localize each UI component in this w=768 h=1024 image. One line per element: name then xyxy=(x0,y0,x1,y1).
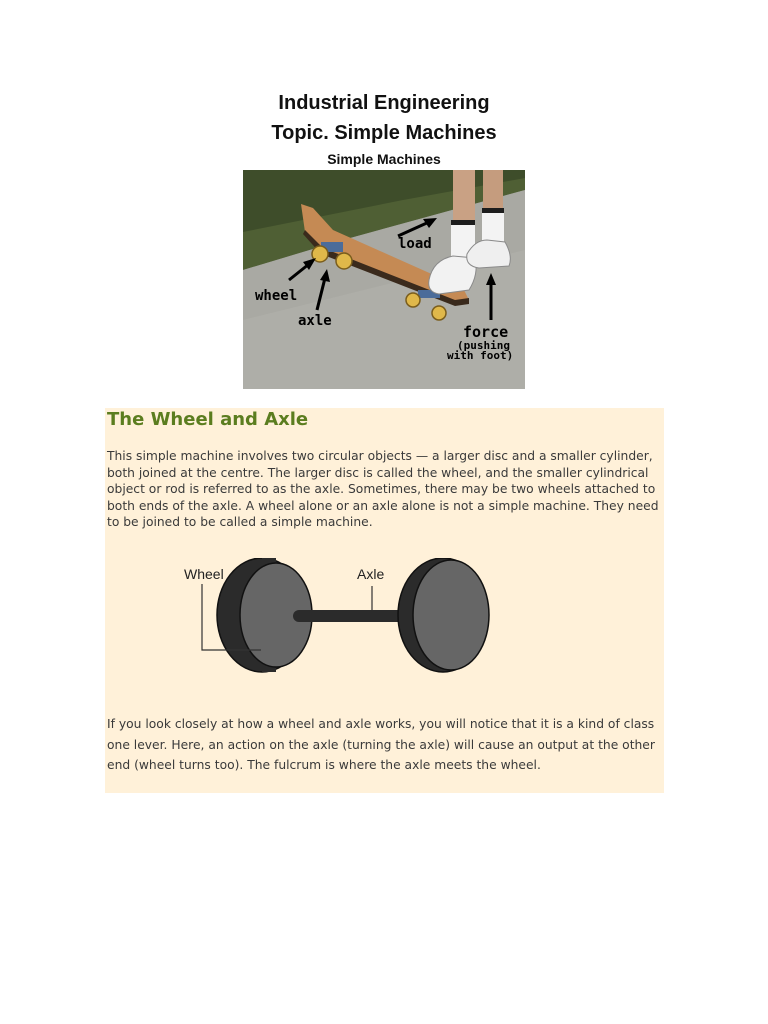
force-note-line1: (pushing xyxy=(457,339,510,352)
document-title: Industrial Engineering xyxy=(278,92,490,114)
load-label: load xyxy=(398,236,432,252)
topic-title: Topic. Simple Machines xyxy=(271,122,497,144)
section-heading: The Wheel and Axle xyxy=(107,409,309,430)
axle-label: axle xyxy=(298,313,332,329)
diagram-axle-label: Axle xyxy=(357,566,385,582)
lever-paragraph: If you look closely at how a wheel and axle works, you will notice that it is a kind of class one lever. Here, an action on the axle (turning the axle) will cause an output at the other end (wheel turns too). The fulcrum is where the axle meets the wheel. xyxy=(107,717,655,772)
force-label: force xyxy=(463,323,509,341)
force-note-line2: with foot) xyxy=(447,349,514,362)
diagram-wheel-label: Wheel xyxy=(184,566,224,582)
section-subtitle: Simple Machines xyxy=(327,151,441,167)
right-wheel-face xyxy=(413,560,489,670)
skateboard-photo xyxy=(243,170,525,389)
intro-paragraph: This simple machine involves two circular objects — a larger disc and a smaller cylinder, both joined at the centre. The larger disc is called the wheel, and the smaller cylindrical object or rod is referred to as the axle. Sometimes, there may be two wheels attached to both ends of the axle. A wheel alone or an axle alone is not a simple machine. They need to be joined to be called a simple machine. xyxy=(107,449,659,530)
wheel-axle-diagram xyxy=(165,558,525,688)
axle-rod xyxy=(293,610,411,622)
wheel-and-axle-panel xyxy=(105,408,664,793)
wheel-label: wheel xyxy=(255,288,298,304)
